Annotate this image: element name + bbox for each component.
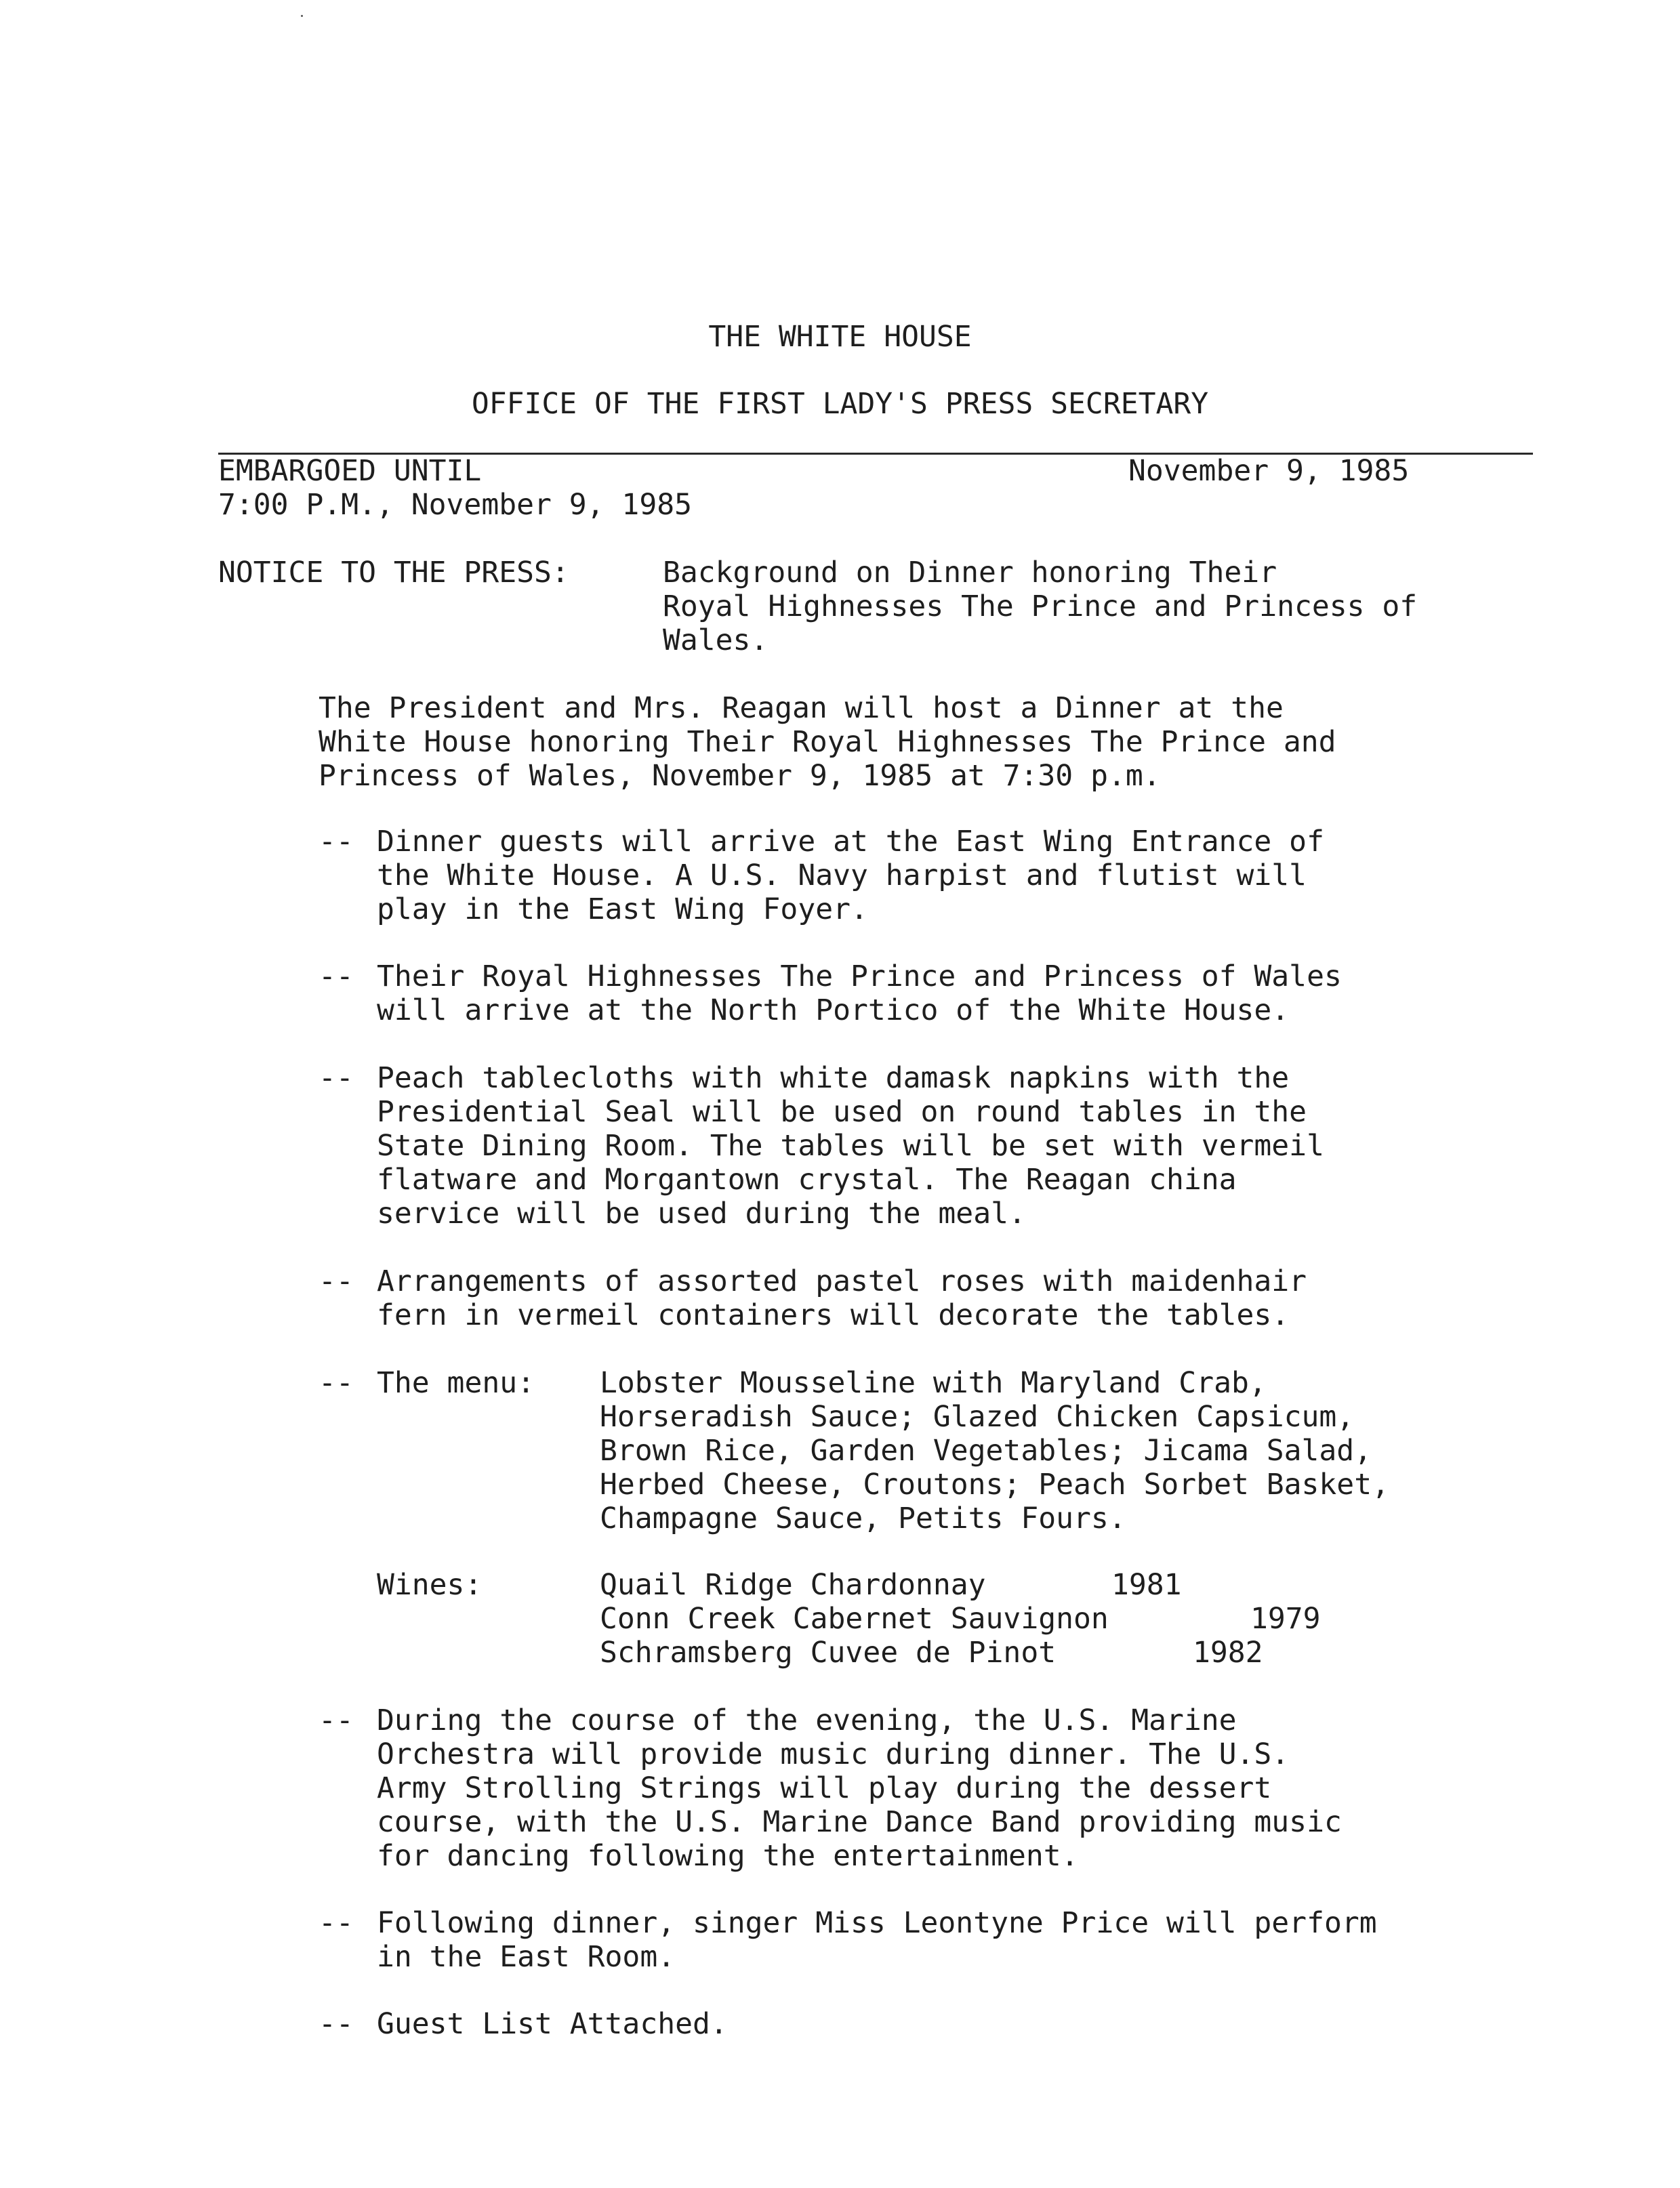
bullet-text: Dinner guests will arrive at the East Wing Entrance of the White House. A U.S. Navy harpist and flutist will play in the East Wing Foyer. (377, 825, 1324, 926)
wine-name: Conn Creek Cabernet Sauvignon (600, 1602, 1109, 1636)
wine-year: 1981 (1111, 1568, 1182, 1602)
embargo-time: 7:00 P.M., November 9, 1985 (218, 488, 692, 522)
menu-label: The menu: (377, 1366, 535, 1400)
bullet-text: Following dinner, singer Miss Leontyne Price will perform in the East Room. (377, 1906, 1377, 1974)
office-name: OFFICE OF THE FIRST LADY'S PRESS SECRETARY (471, 387, 1209, 421)
bullet-text: Their Royal Highnesses The Prince and Princess of Wales will arrive at the North Portico of the White House. (377, 959, 1342, 1027)
notice-label: NOTICE TO THE PRESS: (218, 556, 569, 590)
wine-name: Quail Ridge Chardonnay (600, 1568, 986, 1602)
scan-speck (301, 15, 303, 17)
wine-name: Schramsberg Cuvee de Pinot (600, 1636, 1057, 1670)
bullet-dash: -- (319, 1704, 354, 1737)
wine-year: 1979 (1250, 1602, 1321, 1636)
bullet-dash: -- (319, 1061, 354, 1095)
intro-paragraph: The President and Mrs. Reagan will host a Dinner at the White House honoring Their Royal Highnesses The Prince and Princess of Wales, November 9, 1985 at 7:30 p.m. (319, 691, 1336, 793)
release-date: November 9, 1985 (1128, 454, 1410, 488)
bullet-text: Guest List Attached. (377, 2007, 728, 2041)
bullet-text: During the course of the evening, the U.S. Marine Orchestra will provide music during dinner. The U.S. Army Strolling Strings will play during the dessert course, with the U.S. Marine Dance Band providing music for dancing following the entertainment. (377, 1704, 1342, 1873)
bullet-dash: -- (319, 1366, 354, 1400)
bullet-dash: -- (319, 2007, 354, 2041)
menu-text: Lobster Mousseline with Maryland Crab, Horseradish Sauce; Glazed Chicken Capsicum, Brown Rice, Garden Vegetables; Jicama Salad, Herbed Cheese, Croutons; Peach Sorbet Basket, Champagne Sauce, Petits Fours. (600, 1366, 1389, 1535)
bullet-dash: -- (319, 1906, 354, 1940)
bullet-text: Peach tablecloths with white damask napkins with the Presidential Seal will be used on round tables in the State Dining Room. The tables will be set with vermeil flatware and Morgantown crystal. The Reagan china service will be used during the meal. (377, 1061, 1324, 1231)
notice-subject: Background on Dinner honoring Their Royal Highnesses The Prince and Princess of Wales. (663, 556, 1418, 657)
embargo-label: EMBARGOED UNTIL (218, 454, 482, 488)
wines-label: Wines: (377, 1568, 483, 1602)
wine-year: 1982 (1193, 1636, 1263, 1670)
letterhead-title: THE WHITE HOUSE (708, 320, 972, 354)
bullet-dash: -- (319, 825, 354, 859)
bullet-dash: -- (319, 959, 354, 993)
bullet-dash: -- (319, 1264, 354, 1298)
bullet-text: Arrangements of assorted pastel roses with maidenhair fern in vermeil containers will decorate the tables. (377, 1264, 1307, 1332)
